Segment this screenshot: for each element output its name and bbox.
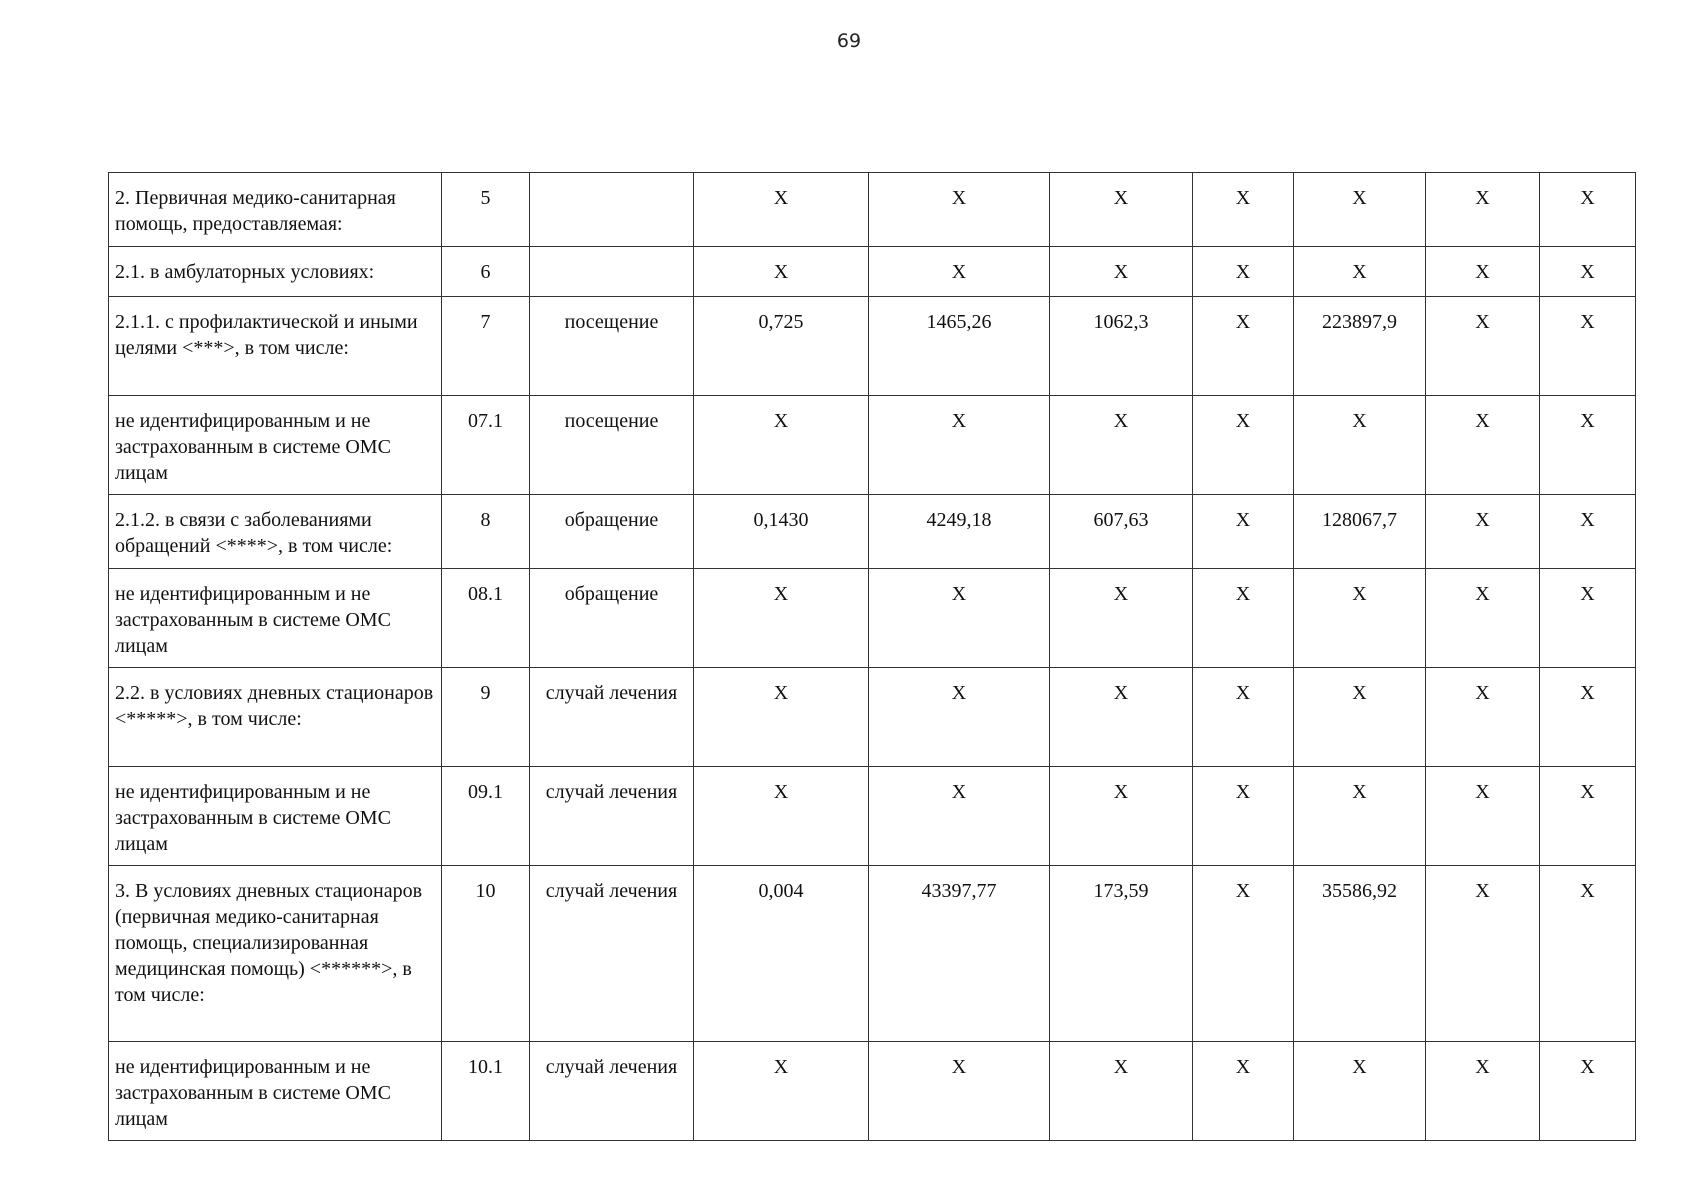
row-unit: обращение [530,495,694,569]
value-cell: Х [1540,495,1636,569]
row-label: не идентифицированным и не застрахованным в системе ОМС лицам [109,569,442,668]
value-cell: 4249,18 [869,495,1050,569]
row-number: 8 [442,495,530,569]
row-label: не идентифицированным и не застрахованным в системе ОМС лицам [109,1042,442,1141]
value-cell: Х [1050,247,1193,297]
row-number: 7 [442,297,530,396]
value-cell: Х [694,1042,869,1141]
row-number: 5 [442,173,530,247]
value-cell: Х [1193,668,1294,767]
data-table [108,172,1636,1141]
value-cell: Х [1540,396,1636,495]
value-cell: Х [1294,247,1426,297]
value-cell: Х [869,396,1050,495]
value-cell: Х [1426,866,1540,1042]
row-unit [530,173,694,247]
value-cell: Х [1294,569,1426,668]
value-cell: Х [1540,247,1636,297]
value-cell: Х [1050,767,1193,866]
value-cell: Х [869,1042,1050,1141]
value-cell: Х [1426,495,1540,569]
value-cell: Х [1294,396,1426,495]
value-cell: 1465,26 [869,297,1050,396]
table-row [109,767,1636,866]
value-cell: Х [869,767,1050,866]
table-row [109,247,1636,297]
value-cell: 173,59 [1050,866,1193,1042]
row-label: 2. Первичная медико-санитарная помощь, предоставляемая: [109,173,442,247]
table-row [109,495,1636,569]
value-cell: Х [1050,396,1193,495]
value-cell: Х [694,173,869,247]
value-cell: Х [1540,1042,1636,1141]
row-unit: посещение [530,396,694,495]
value-cell: Х [1540,767,1636,866]
table-row [109,1042,1636,1141]
table-row [109,173,1636,247]
value-cell: Х [1193,173,1294,247]
value-cell: Х [694,247,869,297]
value-cell: 223897,9 [1294,297,1426,396]
value-cell: Х [1050,569,1193,668]
value-cell: Х [1426,247,1540,297]
value-cell: Х [1294,767,1426,866]
row-label: 3. В условиях дневных стационаров (первичная медико-санитарная помощь, специализированная медицинская помощь) <******>, в том числе: [109,866,442,1042]
row-unit: случай лечения [530,767,694,866]
row-number: 6 [442,247,530,297]
value-cell: Х [1426,1042,1540,1141]
page-number: 69 [836,30,862,52]
value-cell: 35586,92 [1294,866,1426,1042]
value-cell: Х [1193,767,1294,866]
value-cell: 1062,3 [1050,297,1193,396]
value-cell: Х [1426,569,1540,668]
value-cell: Х [1193,1042,1294,1141]
row-label: 2.1.1. с профилактической и иными целями <***>, в том числе: [109,297,442,396]
row-label: не идентифицированным и не застрахованным в системе ОМС лицам [109,767,442,866]
value-cell: 43397,77 [869,866,1050,1042]
value-cell: Х [1426,668,1540,767]
value-cell: Х [1540,668,1636,767]
row-label: не идентифицированным и не застрахованным в системе ОМС лицам [109,396,442,495]
value-cell: 0,004 [694,866,869,1042]
table-row [109,569,1636,668]
value-cell: Х [1050,668,1193,767]
value-cell: Х [1294,668,1426,767]
value-cell: Х [694,569,869,668]
value-cell: Х [1294,1042,1426,1141]
value-cell: Х [1193,396,1294,495]
row-number: 9 [442,668,530,767]
value-cell: Х [1426,297,1540,396]
value-cell: Х [1426,396,1540,495]
value-cell: Х [1540,297,1636,396]
value-cell: 0,1430 [694,495,869,569]
value-cell: 607,63 [1050,495,1193,569]
value-cell: 0,725 [694,297,869,396]
row-unit: случай лечения [530,1042,694,1141]
row-label: 2.1.2. в связи с заболеваниями обращений <****>, в том числе: [109,495,442,569]
value-cell: Х [869,247,1050,297]
value-cell: Х [1193,247,1294,297]
row-unit: случай лечения [530,668,694,767]
row-number: 08.1 [442,569,530,668]
table-body [109,173,1636,1141]
value-cell: Х [1193,297,1294,396]
value-cell: Х [1426,767,1540,866]
row-number: 07.1 [442,396,530,495]
value-cell: Х [1050,173,1193,247]
value-cell: Х [1294,173,1426,247]
table-row [109,866,1636,1042]
value-cell: Х [694,767,869,866]
row-label: 2.1. в амбулаторных условиях: [109,247,442,297]
row-number: 09.1 [442,767,530,866]
value-cell: Х [869,569,1050,668]
value-cell: 128067,7 [1294,495,1426,569]
value-cell: Х [694,668,869,767]
value-cell: Х [1193,569,1294,668]
value-cell: Х [694,396,869,495]
row-unit: обращение [530,569,694,668]
value-cell: Х [869,173,1050,247]
row-number: 10.1 [442,1042,530,1141]
table-row [109,668,1636,767]
row-label: 2.2. в условиях дневных стационаров <*****>, в том числе: [109,668,442,767]
row-unit [530,247,694,297]
table-row [109,396,1636,495]
value-cell: Х [1540,173,1636,247]
value-cell: Х [1540,569,1636,668]
row-unit: посещение [530,297,694,396]
value-cell: Х [1426,173,1540,247]
row-unit: случай лечения [530,866,694,1042]
value-cell: Х [1193,495,1294,569]
value-cell: Х [1193,866,1294,1042]
table-row [109,297,1636,396]
value-cell: Х [869,668,1050,767]
row-number: 10 [442,866,530,1042]
value-cell: Х [1050,1042,1193,1141]
value-cell: Х [1540,866,1636,1042]
